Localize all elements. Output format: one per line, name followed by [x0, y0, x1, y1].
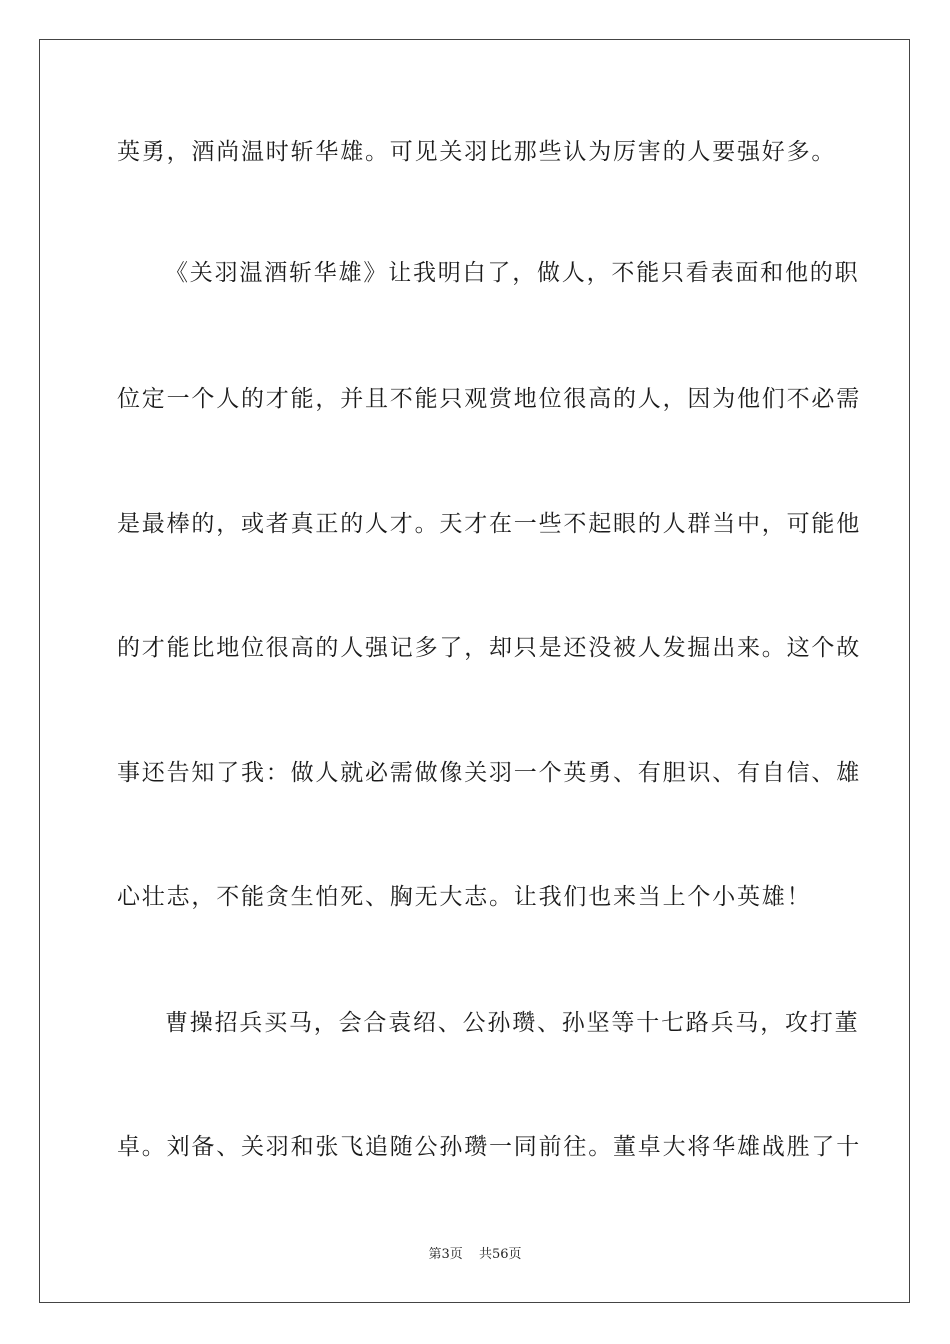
- text-line: 事还告知了我：做人就必需做像关羽一个英勇、有胆识、有自信、雄: [117, 760, 861, 786]
- text-line: 位定一个人的才能，并且不能只观赏地位很高的人，因为他们不必需: [117, 386, 861, 412]
- paragraph-start-line: 《关羽温酒斩华雄》让我明白了，做人，不能只看表面和他的职: [165, 260, 860, 286]
- text-line: 心壮志，不能贪生怕死、胸无大志。让我们也来当上个小英雄！: [117, 884, 812, 910]
- text-line: 是最棒的，或者真正的人才。天才在一些不起眼的人群当中，可能他: [117, 511, 861, 537]
- page-footer: [0, 1246, 950, 1264]
- text-line: 的才能比地位很高的人强记多了，却只是还没被人发掘出来。这个故: [117, 635, 861, 661]
- text-line: 卓。刘备、关羽和张飞追随公孙瓒一同前往。董卓大将华雄战胜了十: [117, 1134, 861, 1160]
- paragraph-start-line: 曹操招兵买马，会合袁绍、公孙瓒、孙坚等十七路兵马，攻打董: [165, 1010, 860, 1036]
- page-border: [39, 39, 910, 1303]
- page-number: 第3页: [428, 1247, 463, 1262]
- page-total: 共56页: [478, 1247, 522, 1262]
- text-line: 英勇，酒尚温时斩华雄。可见关羽比那些认为厉害的人要强好多。: [117, 139, 837, 165]
